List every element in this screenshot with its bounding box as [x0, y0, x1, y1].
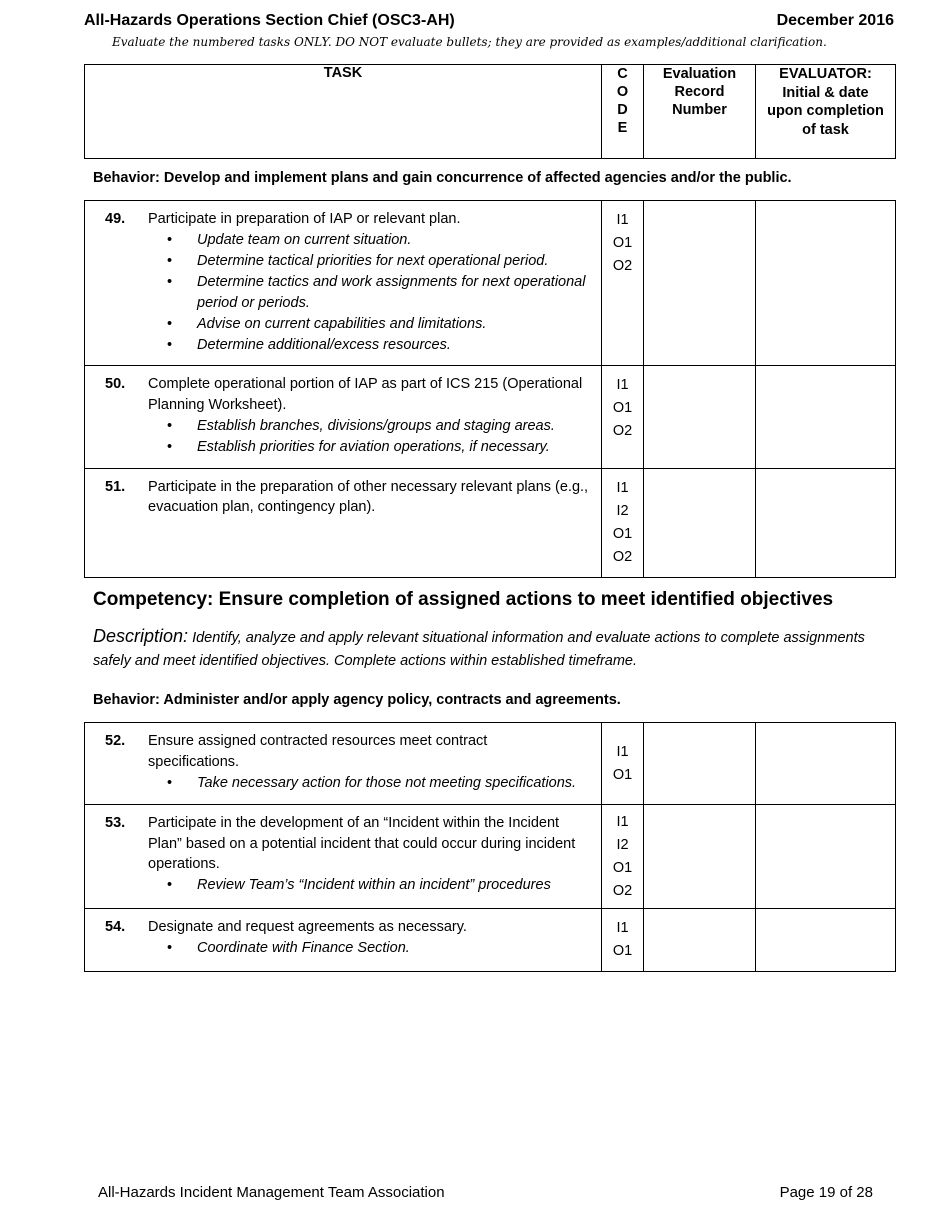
task-bullet: • Advise on current capabilities and limitations. [105, 314, 593, 335]
record-cell[interactable] [644, 805, 756, 909]
task-cell [85, 469, 602, 578]
task-bullet: • Update team on current situation. [105, 230, 593, 251]
evaluator-cell[interactable] [756, 469, 896, 578]
code-cell: I1 O1 [602, 723, 644, 805]
competency-description [93, 625, 873, 673]
task-number: 52. [105, 733, 126, 749]
task-number: 54. [105, 919, 126, 935]
task-row [85, 201, 896, 366]
record-cell[interactable] [644, 909, 756, 972]
task-cell [85, 366, 602, 469]
evaluation-note: Evaluate the numbered tasks ONLY. DO NOT evaluate bullets; they are provided as examples/additional clarification. [112, 35, 827, 49]
footer-organization: All-Hazards Incident Management Team Association [98, 1184, 445, 1201]
record-cell[interactable] [644, 366, 756, 469]
footer-page-number: Page 19 of 28 [779, 1184, 873, 1201]
code-cell: I1 O1 [602, 909, 644, 972]
behavior-heading: Behavior: Develop and implement plans and gain concurrence of affected agencies and/or the public. [93, 170, 792, 186]
behavior-heading: Behavior: Administer and/or apply agency policy, contracts and agreements. [93, 692, 621, 708]
task-table [84, 722, 896, 972]
task-cell [85, 723, 602, 805]
evaluator-cell[interactable] [756, 909, 896, 972]
task-number: 53. [105, 815, 126, 831]
description-label: Description: [93, 626, 189, 646]
competency-heading: Competency: Ensure completion of assigned actions to meet identified objectives [93, 589, 834, 610]
task-text: Participate in preparation of IAP or relevant plan. [148, 211, 461, 227]
task-number: 51. [105, 479, 126, 495]
task-bullet: • Determine tactical priorities for next operational period. [105, 251, 593, 272]
column-header-table [84, 64, 896, 159]
task-row [85, 469, 896, 578]
task-number: 50. [105, 376, 126, 392]
task-bullet: • Coordinate with Finance Section. [105, 938, 593, 959]
record-column-header: Evaluation Record Number [644, 65, 756, 159]
task-table [84, 200, 896, 578]
task-row [85, 723, 896, 805]
task-cell [85, 909, 602, 972]
code-cell: I1 O1 O2 [602, 201, 644, 366]
task-number: 49. [105, 211, 126, 227]
code-cell: I1 I2 O1 O2 [602, 805, 644, 909]
record-cell[interactable] [644, 201, 756, 366]
task-row [85, 909, 896, 972]
document-title: All-Hazards Operations Section Chief (OSC3-AH) [84, 12, 455, 29]
evaluator-cell[interactable] [756, 723, 896, 805]
code-cell: I1 I2 O1 O2 [602, 469, 644, 578]
task-row [85, 366, 896, 469]
code-column-header: C O D E [602, 65, 644, 159]
document-date: December 2016 [776, 12, 894, 29]
task-text: Designate and request agreements as necessary. [148, 919, 467, 935]
record-cell[interactable] [644, 469, 756, 578]
task-bullet: • Take necessary action for those not meeting specifications. [105, 773, 593, 794]
evaluator-column-header: EVALUATOR: Initial & date upon completion of task [756, 65, 896, 159]
task-bullet: • Review Team’s “Incident within an incident” procedures [105, 875, 593, 896]
task-text: Participate in the preparation of other necessary relevant plans (e.g., evacuation plan, contingency plan). [148, 479, 589, 515]
task-cell [85, 805, 602, 909]
code-cell: I1 O1 O2 [602, 366, 644, 469]
task-bullet: • Determine additional/excess resources. [105, 335, 593, 356]
evaluator-cell[interactable] [756, 366, 896, 469]
task-bullet: • Determine tactics and work assignments for next operational period or periods. [105, 272, 593, 314]
task-text: Ensure assigned contracted resources meet contract specifications. [148, 733, 488, 770]
evaluator-cell[interactable] [756, 805, 896, 909]
task-text: Complete operational portion of IAP as part of ICS 215 (Operational Planning Worksheet). [148, 376, 583, 413]
task-bullet: • Establish branches, divisions/groups and staging areas. [105, 416, 593, 437]
task-bullet: • Establish priorities for aviation operations, if necessary. [105, 437, 593, 458]
task-column-header: TASK [85, 65, 602, 159]
evaluator-cell[interactable] [756, 201, 896, 366]
task-text: Participate in the development of an “Incident within the Incident Plan” based on a potential incident that could occur during incident operations. [148, 815, 576, 872]
task-row [85, 805, 896, 909]
description-text: Identify, analyze and apply relevant situational information and evaluate actions to complete assignments safely and meet identified objectives. Complete actions within established timeframe. [93, 630, 865, 669]
record-cell[interactable] [644, 723, 756, 805]
task-cell [85, 201, 602, 366]
